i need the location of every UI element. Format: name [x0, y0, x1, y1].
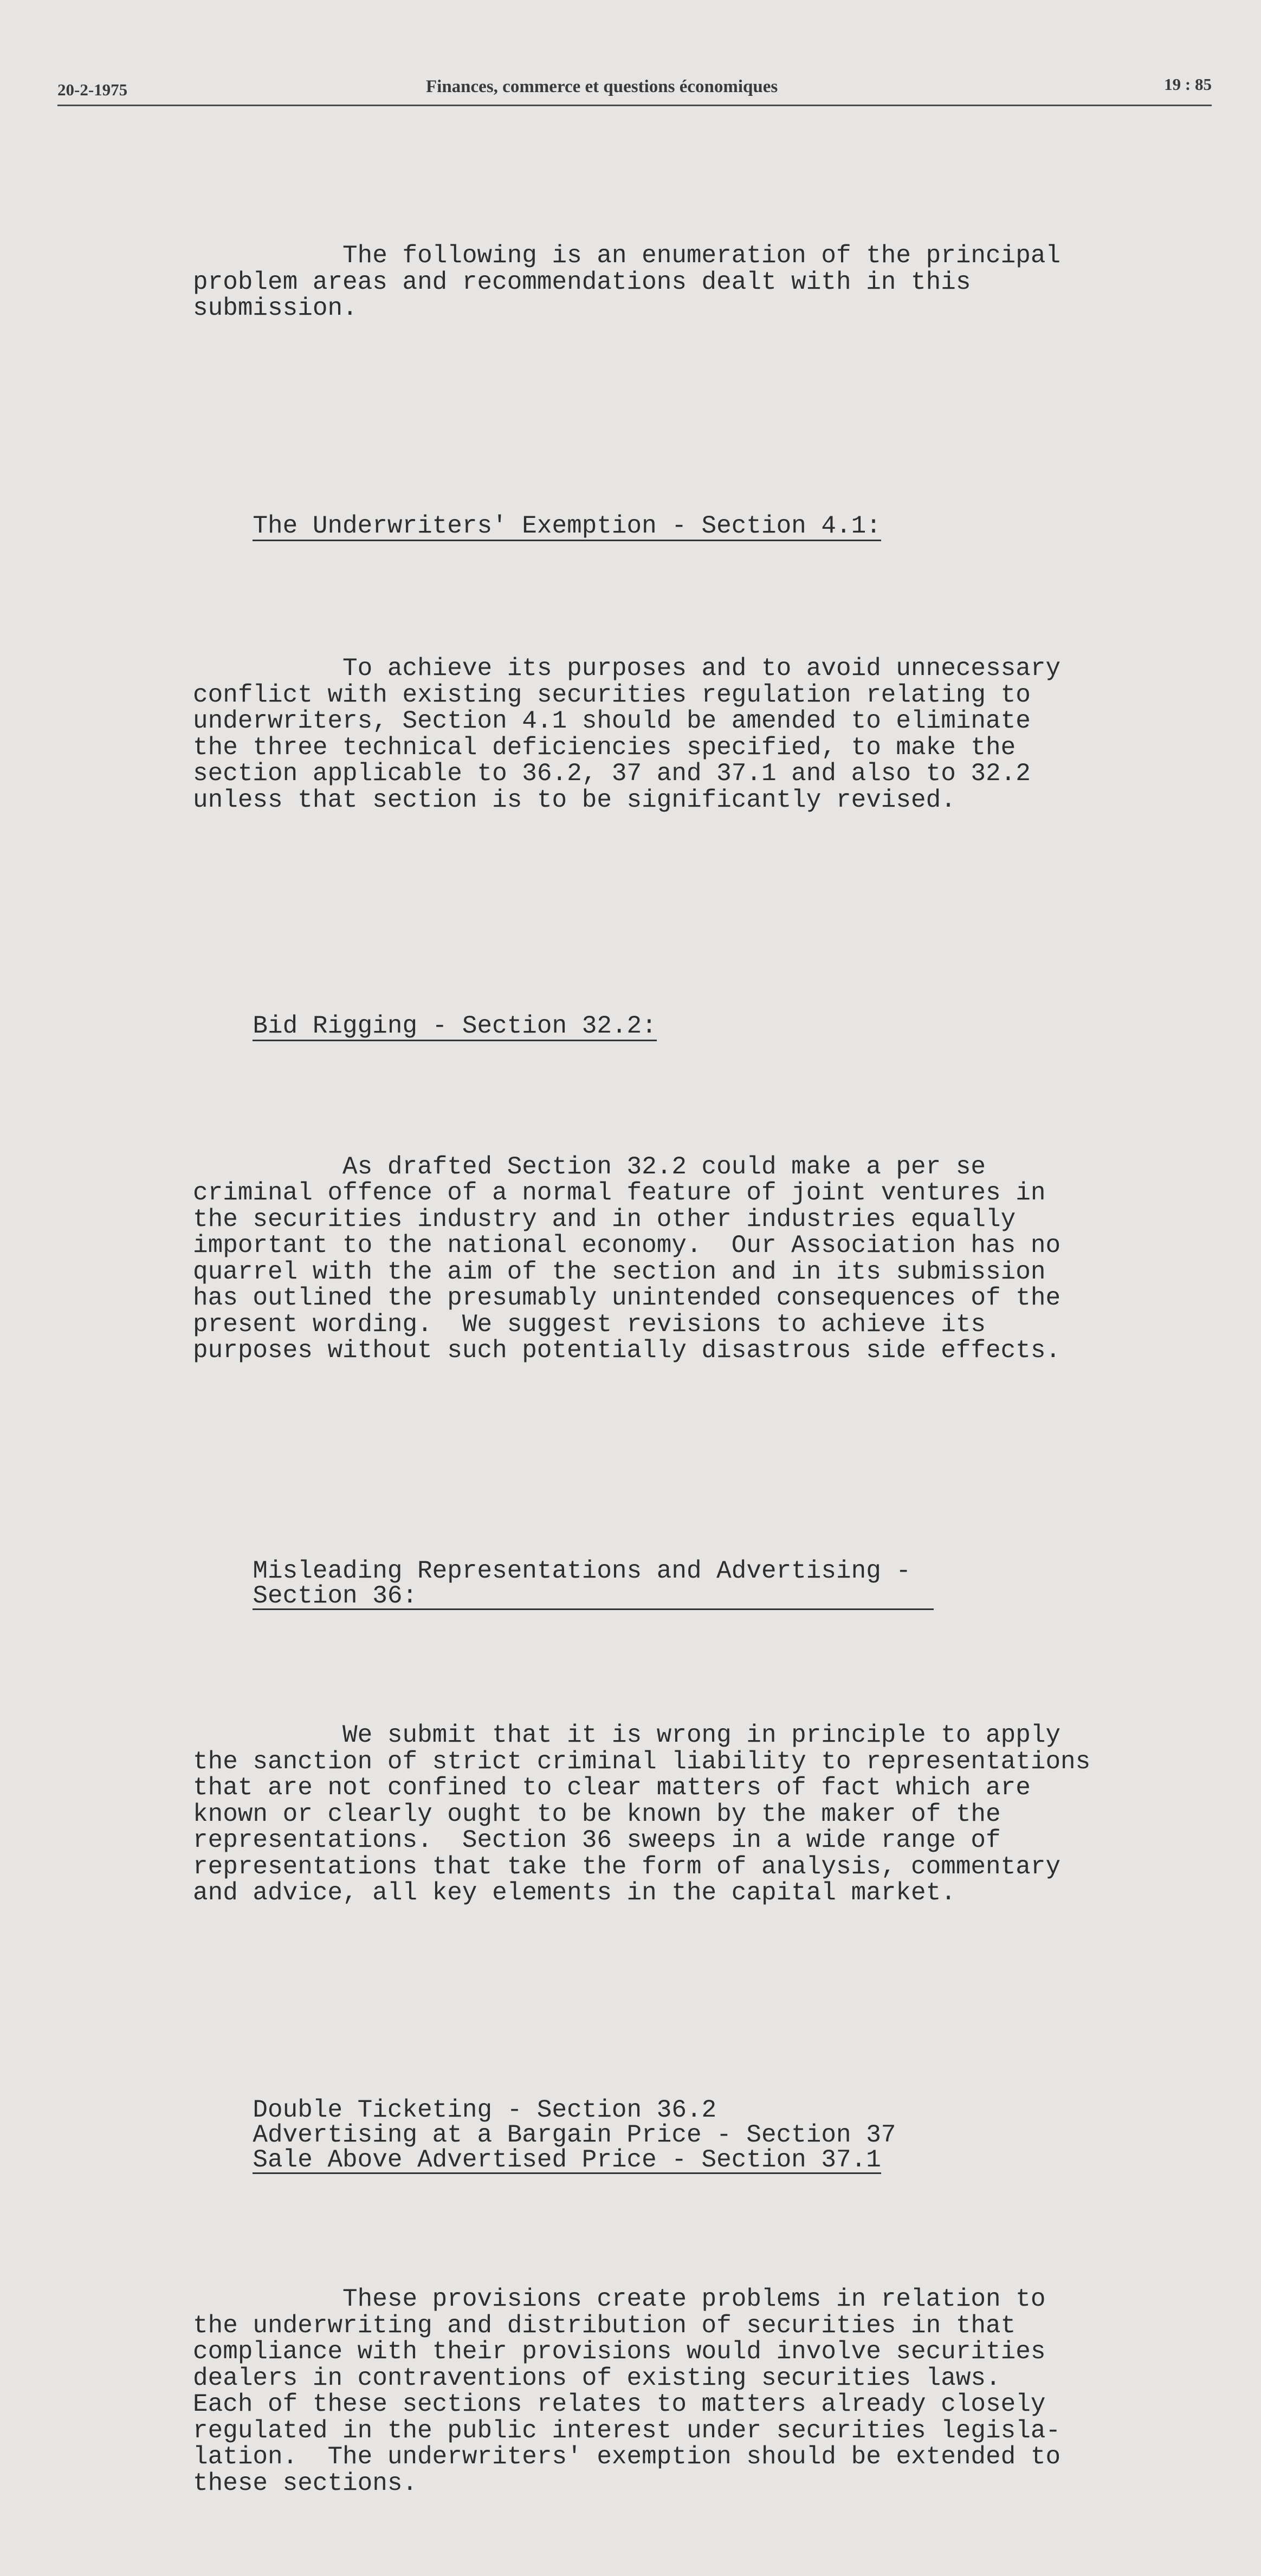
header-date: 20-2-1975 — [57, 80, 128, 99]
header-title: Finances, commerce et questions économiques — [426, 77, 778, 96]
text-line: representations that take the form of analysis, commentary — [193, 1852, 1061, 1881]
heading-line: Section 36: — [253, 1584, 934, 1610]
text-line: has outlined the presumably unintended consequences of the — [193, 1284, 1061, 1312]
text-line: these sections. — [193, 2469, 418, 2497]
text-line: important to the national economy. Our Association has no — [193, 1231, 1061, 1260]
text-line: Each of these sections relates to matters already closely — [193, 2390, 1046, 2418]
section-heading-underwriters: The Underwriters' Exemption - Section 4.1: — [253, 511, 881, 540]
text-line: submission. — [193, 294, 358, 322]
heading-line: Misleading Representations and Advertising - — [253, 1556, 911, 1585]
heading-line: Advertising at a Bargain Price - Section 37 — [253, 2120, 896, 2149]
text-line: As drafted Section 32.2 could make a per se — [193, 1152, 986, 1181]
text-line: present wording. We suggest revisions to achieve its — [193, 1310, 986, 1339]
text-line: The following is an enumeration of the principal — [193, 242, 1061, 270]
paragraph-bid-rigging — [193, 1154, 1185, 1364]
text-line: the three technical deficiencies specified, to make the — [193, 733, 1016, 762]
text-line: that are not confined to clear matters of fact which are — [193, 1774, 1031, 1802]
text-line: quarrel with the aim of the section and in its submission — [193, 1257, 1046, 1286]
text-line: criminal offence of a normal feature of joint ventures in — [193, 1179, 1046, 1207]
text-line: We submit that it is wrong in principle to apply — [193, 1721, 1061, 1749]
paragraph-misleading-representations — [193, 1722, 1185, 1906]
text-line: section applicable to 36.2, 37 and 37.1 and also to 32.2 — [193, 760, 1031, 788]
text-line: underwriters, Section 4.1 should be amended to eliminate — [193, 707, 1031, 735]
section-heading-double-ticketing — [253, 2095, 896, 2174]
text-line: purposes without such potentially disastrous side effects. — [193, 1336, 1061, 1365]
text-line: representations. Section 36 sweeps in a wide range of — [193, 1826, 1001, 1854]
heading-line: Sale Above Advertised Price - Section 37.1 — [253, 2145, 881, 2174]
text-line: conflict with existing securities regulation relating to — [193, 680, 1031, 709]
text-line: compliance with their provisions would involve securities — [193, 2338, 1046, 2366]
text-line: lation. The underwriters' exemption should be extended to — [193, 2443, 1061, 2471]
text-line: the underwriting and distribution of securities in that — [193, 2311, 1016, 2340]
running-header — [57, 75, 1212, 107]
text-line: These provisions create problems in relation to — [193, 2285, 1046, 2313]
text-line: problem areas and recommendations dealt with in this — [193, 268, 971, 296]
section-heading-bid-rigging: Bid Rigging - Section 32.2: — [253, 1012, 657, 1040]
header-page-number: 19 : 85 — [1164, 75, 1212, 94]
text-line: To achieve its purposes and to avoid unnecessary — [193, 654, 1061, 683]
text-line: regulated in the public interest under securities legisla- — [193, 2416, 1061, 2445]
text-line: unless that section is to be significantly revised. — [193, 786, 956, 814]
text-line: the sanction of strict criminal liability to representations — [193, 1747, 1091, 1776]
text-line: and advice, all key elements in the capital market. — [193, 1879, 956, 1907]
section-heading-misleading-representations — [253, 1556, 934, 1610]
intro-paragraph — [193, 243, 1185, 322]
header-rule — [57, 105, 1212, 106]
paragraph-underwriters — [193, 656, 1185, 813]
text-line: known or clearly ought to be known by the maker of the — [193, 1800, 1001, 1828]
heading-line: Double Ticketing - Section 36.2 — [253, 2095, 717, 2124]
document-body — [193, 138, 1185, 2575]
text-line: dealers in contraventions of existing securities laws. — [193, 2364, 1001, 2392]
text-line: the securities industry and in other industries equally — [193, 1205, 1016, 1234]
paragraph-double-ticketing — [193, 2286, 1185, 2496]
